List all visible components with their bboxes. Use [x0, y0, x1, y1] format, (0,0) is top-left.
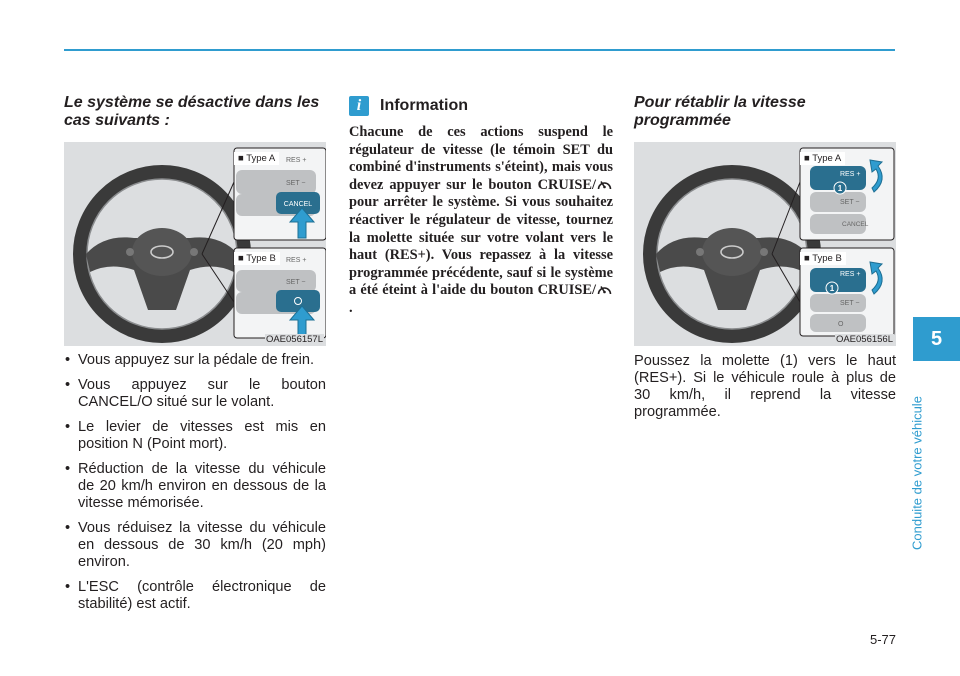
steering-wheel-illustration — [64, 142, 326, 346]
list-item: • L'ESC (contrôle électronique de stabilité) est actif. — [64, 579, 326, 613]
svg-text:1: 1 — [829, 284, 835, 293]
page-number: 5-77 — [869, 632, 896, 647]
type-b-label: ■ Type B — [234, 252, 280, 265]
information-text-part1: Chacune de ces actions suspend le régulateur de vitesse (le témoin SET du combiné d'instruments s'éteint), mais vous devez appuyer sur le bouton CRUISE/ — [349, 124, 613, 193]
figure-code: OAE056157L — [265, 334, 323, 345]
resume-instructions: Poussez la molette (1) vers le haut (RES+). Si le véhicule roule à plus de 30 km/h, il reprend la vitesse programmée. — [634, 353, 896, 420]
svg-text:SET −: SET − — [286, 279, 306, 286]
information-text-part2: pour arrêter le système. Si vous souhaitez réactiver le régulateur de vitesse, tournez la molette située sur votre volant vers le haut (RES+). Vous repassez à la vitesse programmée précédente, sauf si le système a été éteint à l'aide du bouton CRUISE/ — [349, 194, 613, 299]
left-section-title: Le système se désactive dans les cas suivants : — [64, 94, 320, 129]
cruise-icon — [596, 177, 613, 191]
svg-text:O: O — [838, 321, 844, 328]
svg-text:RES +: RES + — [286, 257, 307, 264]
svg-text:RES +: RES + — [840, 171, 861, 178]
information-icon: i — [349, 96, 369, 116]
type-b-label: ■ Type B — [800, 252, 846, 265]
svg-text:CANCEL: CANCEL — [283, 201, 313, 208]
type-a-label: ■ Type A — [234, 152, 279, 165]
svg-text:RES +: RES + — [840, 271, 861, 278]
information-title: Information — [380, 97, 468, 114]
list-item: • Le levier de vitesses est mis en position N (Point mort). — [64, 419, 326, 453]
steering-wheel-illustration — [634, 142, 896, 346]
chapter-tab: 5 — [913, 317, 960, 361]
steering-wheel-figure-cancel — [64, 142, 326, 346]
header-rule — [64, 49, 895, 51]
svg-text:SET −: SET − — [840, 199, 860, 206]
steering-wheel-figure-resume — [634, 142, 896, 346]
svg-text:SET −: SET − — [286, 180, 306, 187]
chapter-title: Conduite de votre véhicule — [909, 396, 925, 550]
list-item: • Vous appuyez sur la pédale de frein. — [64, 352, 326, 369]
information-text — [349, 124, 613, 318]
information-header — [349, 96, 468, 116]
svg-text:CANCEL: CANCEL — [842, 221, 869, 228]
list-item: • Réduction de la vitesse du véhicule de 20 km/h environ en dessous de la vitesse mémorisée. — [64, 461, 326, 512]
chapter-title-vertical — [909, 360, 942, 550]
right-section-title: Pour rétablir la vitesse programmée — [634, 94, 806, 129]
list-item: • Vous appuyez sur le bouton CANCEL/O situé sur le volant. — [64, 377, 326, 411]
svg-text:RES +: RES + — [286, 157, 307, 164]
steering-wheel-icon — [650, 172, 814, 336]
steering-wheel-icon — [80, 172, 244, 336]
svg-text:1: 1 — [837, 184, 843, 193]
type-a-label: ■ Type A — [800, 152, 845, 165]
figure-code: OAE056156L — [835, 334, 893, 345]
cruise-icon — [596, 282, 613, 296]
deactivation-list — [64, 352, 326, 621]
information-text-part3: . — [349, 299, 353, 316]
list-item: • Vous réduisez la vitesse du véhicule en dessous de 30 km/h (20 mph) environ. — [64, 520, 326, 571]
svg-text:SET −: SET − — [840, 300, 860, 307]
